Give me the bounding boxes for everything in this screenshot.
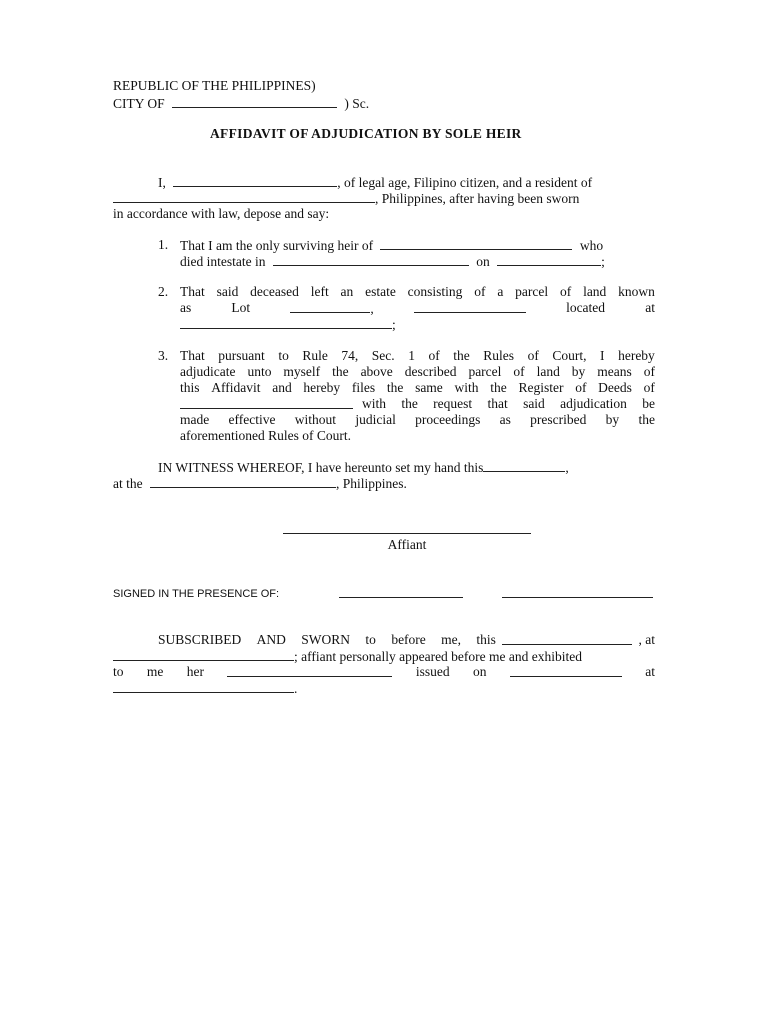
- word: land: [583, 284, 607, 299]
- affiant-signature-line[interactable]: [283, 533, 531, 534]
- city-label: CITY OF: [113, 96, 165, 111]
- word: this: [180, 380, 200, 395]
- death-place-blank[interactable]: [273, 253, 469, 266]
- republic-heading: REPUBLIC OF THE PHILIPPINES): [113, 78, 316, 93]
- word: be: [642, 396, 655, 411]
- word: and: [272, 380, 292, 395]
- word: by: [605, 412, 620, 427]
- word: to: [278, 348, 289, 363]
- item2-end: ;: [392, 317, 396, 332]
- word: proceedings: [415, 412, 481, 427]
- word: pursuant: [218, 348, 265, 363]
- item1-text-c: died intestate in: [180, 254, 266, 269]
- word: with: [454, 380, 479, 395]
- id-issue-date-blank[interactable]: [510, 664, 622, 677]
- word: files: [351, 380, 376, 395]
- word: this: [476, 632, 496, 647]
- word: estate: [365, 284, 396, 299]
- word: described: [404, 364, 457, 379]
- word: myself: [283, 364, 321, 379]
- word: AND: [256, 632, 286, 647]
- item3-line-3: [180, 380, 655, 396]
- subscribed-issued: issued: [415, 664, 450, 679]
- word: same: [415, 380, 443, 395]
- affiant-name-blank[interactable]: [173, 174, 337, 187]
- intro-line2-text: , Philippines, after having been sworn: [375, 191, 580, 206]
- word: hereby: [618, 348, 655, 363]
- word: of: [643, 380, 655, 395]
- id-document-blank[interactable]: [227, 664, 392, 677]
- intro-line-2: [113, 190, 579, 207]
- word: unto: [247, 364, 272, 379]
- affiant-label: Affiant: [387, 537, 427, 552]
- word: Sec.: [371, 348, 395, 363]
- word: adjudicate: [180, 364, 236, 379]
- word: above: [360, 364, 393, 379]
- word: SUBSCRIBED: [158, 632, 242, 647]
- intro-i-after: , of legal age, Filipino citizen, and a resident of: [337, 175, 593, 190]
- item3-line-2: [180, 364, 655, 380]
- word: of: [428, 348, 440, 363]
- city-blank[interactable]: [172, 95, 337, 108]
- word: of: [559, 284, 572, 299]
- word: said: [216, 284, 239, 299]
- word: deceased: [250, 284, 299, 299]
- residence-blank[interactable]: [113, 190, 375, 203]
- word: the: [332, 364, 349, 379]
- lot-detail-blank[interactable]: [414, 300, 526, 313]
- word: the: [638, 412, 655, 427]
- city-suffix: ) Sc.: [344, 96, 370, 111]
- word: consisting: [407, 284, 463, 299]
- id-issue-place-blank[interactable]: [113, 680, 294, 693]
- witness-comma: ,: [565, 460, 569, 475]
- word: to: [365, 632, 376, 647]
- word: of: [575, 380, 587, 395]
- word: land: [536, 364, 560, 379]
- item1-text-a: That I am the only surviving heir of: [180, 238, 374, 253]
- word: That: [180, 284, 205, 299]
- item2-as: as: [180, 300, 192, 315]
- word: an: [340, 284, 354, 299]
- signed-presence-label: SIGNED IN THE PRESENCE OF:: [113, 588, 280, 600]
- subscribed-line-1: [158, 632, 655, 648]
- witness-place-blank[interactable]: [150, 475, 336, 488]
- witness-day-blank[interactable]: [483, 459, 565, 472]
- word: SWORN: [301, 632, 351, 647]
- word: parcel: [468, 364, 502, 379]
- word: left: [310, 284, 329, 299]
- item1-line-2: [180, 253, 605, 270]
- word: known: [618, 284, 655, 299]
- word: the: [490, 380, 507, 395]
- word: I: [600, 348, 605, 363]
- document-title: AFFIDAVIT OF ADJUDICATION BY SOLE HEIR: [210, 126, 522, 141]
- item2-number: 2.: [158, 284, 169, 299]
- subscribed-me: me: [146, 664, 164, 679]
- word: said: [523, 396, 545, 411]
- item1-text-d: on: [476, 254, 490, 269]
- witness2-signature-line[interactable]: [502, 597, 653, 598]
- item3-line-4: [362, 396, 655, 412]
- intro-line-1: [158, 174, 592, 191]
- subscribed-on: on: [472, 664, 487, 679]
- word: parcel: [515, 284, 549, 299]
- word: the: [386, 380, 404, 395]
- lot-location-blank[interactable]: [180, 316, 392, 329]
- word: hereby: [303, 380, 341, 395]
- item3-line-1: [180, 348, 655, 364]
- word: of: [527, 348, 539, 363]
- item2-comma: ,: [370, 301, 374, 316]
- register-deeds-blank[interactable]: [180, 396, 353, 409]
- witness-philippines: , Philippines.: [336, 476, 407, 491]
- death-date-blank[interactable]: [497, 253, 601, 266]
- item2-line-3: [180, 316, 396, 333]
- item3-line-6: aforementioned Rules of Court.: [180, 428, 351, 443]
- subscribed-at: at: [645, 664, 655, 679]
- item1-number: 1.: [158, 237, 169, 252]
- witness1-signature-line[interactable]: [339, 597, 463, 598]
- word: Register: [518, 380, 564, 395]
- word: Affidavit: [211, 380, 261, 395]
- item2-line-1: [180, 284, 655, 300]
- item3-line-5: [180, 412, 655, 428]
- deceased-name-blank[interactable]: [380, 237, 572, 250]
- item1-text-b: who: [579, 238, 604, 253]
- word: judicial: [355, 412, 396, 427]
- word: before: [391, 632, 426, 647]
- subscribed-line2-text: ; affiant personally appeared before me and exhibited: [294, 649, 583, 664]
- subscribed-line-4: [113, 680, 297, 697]
- word: request: [433, 396, 473, 411]
- witness-text-a: IN WITNESS WHEREOF, I have hereunto set my hand this: [158, 460, 484, 475]
- word: a: [497, 284, 504, 299]
- item1-text-e: ;: [601, 254, 605, 269]
- item1-line-1: [180, 237, 603, 254]
- sworn-place-blank[interactable]: [113, 648, 294, 661]
- item2-located: located: [566, 300, 606, 315]
- word: adjudication: [560, 396, 627, 411]
- word: the: [401, 396, 418, 411]
- item3-line-4-blank: [180, 396, 353, 413]
- subscribed-words: [158, 632, 496, 648]
- word: of: [513, 364, 525, 379]
- word: prescribed: [530, 412, 587, 427]
- subscribed-to: to: [113, 664, 124, 679]
- word: without: [294, 412, 337, 427]
- intro-line-3: in accordance with law, depose and say:: [113, 206, 330, 221]
- word: Deeds: [598, 380, 632, 395]
- item2-lot: Lot: [231, 300, 251, 315]
- word: means: [597, 364, 632, 379]
- item3-number: 3.: [158, 348, 169, 363]
- word: Rules: [483, 348, 515, 363]
- sworn-day-blank[interactable]: [502, 632, 632, 645]
- word: Rule: [302, 348, 328, 363]
- witness-line-1: [158, 459, 569, 476]
- city-line: [113, 95, 369, 112]
- witness-line-2: [113, 475, 407, 492]
- word: That: [180, 348, 205, 363]
- word: 74,: [341, 348, 359, 363]
- subscribed-her: her: [186, 664, 205, 679]
- word: by: [571, 364, 586, 379]
- witness-at-the: at the: [113, 476, 143, 491]
- subscribed-comma-at: , at: [638, 632, 655, 647]
- word: with: [362, 396, 387, 411]
- item2-line-2: [180, 300, 655, 317]
- word: Court,: [552, 348, 587, 363]
- word: me,: [441, 632, 462, 647]
- word: that: [487, 396, 508, 411]
- word: effective: [228, 412, 276, 427]
- word: made: [180, 412, 210, 427]
- subscribed-end: .: [294, 681, 298, 696]
- word: of: [643, 364, 655, 379]
- word: of: [474, 284, 486, 299]
- intro-i-label: I,: [158, 175, 166, 190]
- subscribed-line-3: [113, 664, 655, 680]
- word: the: [453, 348, 470, 363]
- subscribed-line-2: [113, 648, 582, 665]
- word: as: [499, 412, 511, 427]
- word: 1: [408, 348, 415, 363]
- lot-number-blank[interactable]: [290, 300, 370, 313]
- item2-at: at: [645, 300, 655, 315]
